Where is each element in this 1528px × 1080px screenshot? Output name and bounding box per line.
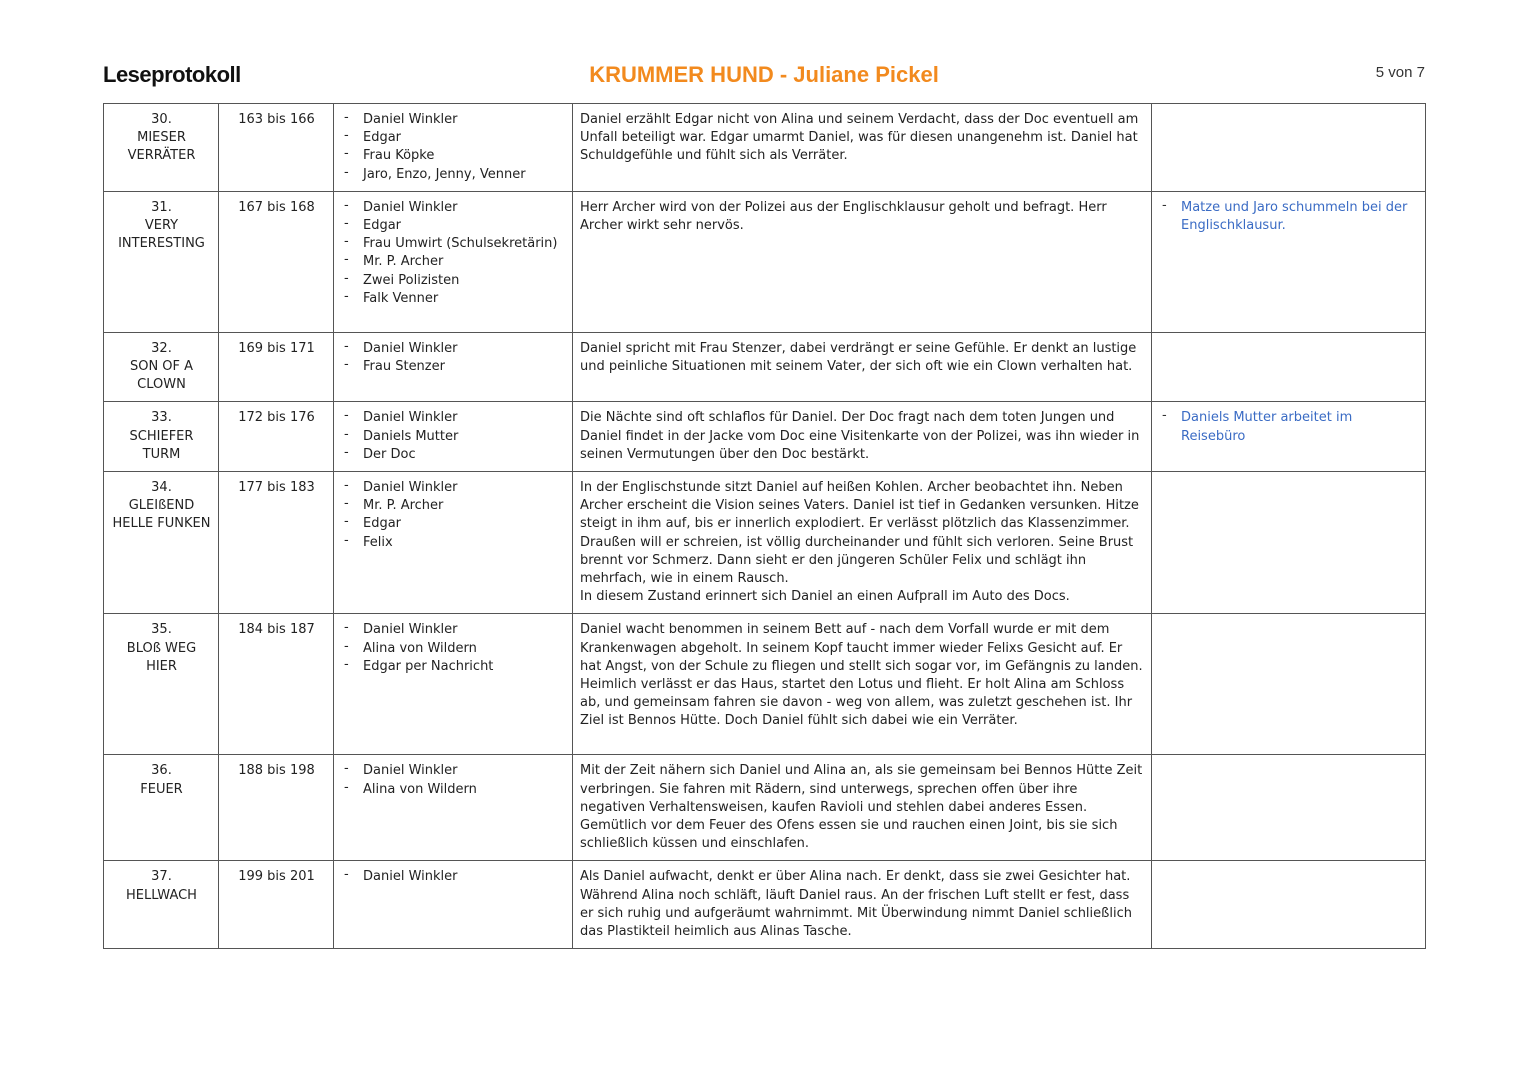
page-range: 167 bis 168	[219, 191, 334, 332]
character-item: - Mr. P. Archer	[341, 253, 566, 271]
characters-list	[341, 621, 566, 676]
characters-cell	[334, 104, 573, 192]
summary-cell	[573, 472, 1152, 614]
page-range: 188 bis 198	[219, 755, 334, 861]
chapter-cell	[104, 755, 219, 861]
character-item: - Daniel Winkler	[341, 409, 566, 427]
summary-text: Daniel spricht mit Frau Stenzer, dabei verdrängt er seine Gefühle. Er denkt an lustige und peinliche Situationen mit seinem Vater, der sich oft wie ein Clown verhalten hat.	[580, 340, 1137, 375]
chapter-cell	[104, 191, 219, 332]
notes-cell	[1152, 861, 1426, 949]
chapter-number: 31.	[151, 199, 172, 215]
summary-text: Daniel erzählt Edgar nicht von Alina und seinem Verdacht, dass der Doc eventuell am Unfall beteiligt war. Edgar umarmt Daniel, was für diesen unangenehm ist. Daniel hat Schuldgefühle und fühlt sich als Verräter.	[580, 112, 1139, 164]
document-title: KRUMMER HUND - Juliane Pickel	[589, 62, 939, 87]
characters-list	[341, 340, 566, 376]
notes-cell	[1152, 472, 1426, 614]
characters-list	[341, 762, 566, 798]
chapter-number: 30.	[151, 112, 172, 127]
character-item: - Daniel Winkler	[341, 621, 566, 639]
summary-cell	[573, 614, 1152, 755]
chapter-cell	[104, 402, 219, 472]
characters-cell	[334, 191, 573, 332]
chapter-number: 37.	[151, 869, 172, 885]
summary-cell	[573, 402, 1152, 472]
table-row	[104, 614, 1426, 755]
character-item: - Jaro, Enzo, Jenny, Venner	[341, 166, 566, 184]
summary-cell	[573, 861, 1152, 949]
character-item: - Daniel Winkler	[341, 199, 566, 217]
character-item: - Edgar per Nachricht	[341, 658, 566, 676]
character-item: - Frau Umwirt (Schulsekretärin)	[341, 235, 566, 253]
chapter-cell	[104, 332, 219, 402]
page-range: 172 bis 176	[219, 402, 334, 472]
table-row	[104, 332, 1426, 402]
summary-cell	[573, 104, 1152, 192]
note-item: - Daniels Mutter arbeitet im Reisebüro	[1159, 409, 1419, 445]
table-row	[104, 472, 1426, 614]
character-item: - Alina von Wildern	[341, 781, 566, 799]
character-item: - Zwei Polizisten	[341, 272, 566, 290]
notes-cell	[1152, 104, 1426, 192]
character-item: - Daniel Winkler	[341, 340, 566, 358]
character-item: - Daniel Winkler	[341, 762, 566, 780]
notes-list	[1159, 199, 1419, 235]
chapter-title: SON OF A CLOWN	[129, 359, 194, 393]
chapter-cell	[104, 861, 219, 949]
table-row	[104, 402, 1426, 472]
notes-cell	[1152, 191, 1426, 332]
summary-cell	[573, 332, 1152, 402]
table-row	[104, 861, 1426, 949]
summary-text: Daniel wacht benommen in seinem Bett auf - nach dem Vorfall wurde er mit dem Krankenwagen abgeholt. In seinem Kopf taucht immer wieder Felixs Gesicht auf. Er hat Angst, von der Schule zu fliegen und stellt sich sogar vor, im Gefängnis zu landen. Heimlich verlässt er das Haus, startet den Lotus und flieht. Er holt Alina am Schloss ab, und gemeinsam fahren sie davon - weg von allem, was zuletzt geschehen ist. Ihr Ziel ist Bennos Hütte. Doch Daniel fühlt sich dabei wie ein Verräter.	[580, 622, 1143, 729]
character-item: - Daniel Winkler	[341, 868, 566, 886]
notes-cell	[1152, 332, 1426, 402]
summary-text: In der Englischstunde sitzt Daniel auf heißen Kohlen. Archer beobachtet ihn. Neben Archer erscheint die Vision seines Vaters. Daniel ist tief in Gedanken versunken. Hitze steigt in ihm auf, bis er innerlich explodiert. Er verlässt plötzlich das Klassenzimmer. Draußen will er schreien, ist völlig durcheinander und fühlt sich verloren. Seine Brust brennt vor Schmerz. Dann sieht er den jüngeren Schüler Felix und schlägt ihn mehrfach, wie in einem Rausch. In diesem Zustand erinnert sich Daniel an einen Aufprall im Auto des Docs.	[580, 480, 1139, 605]
chapter-title: MIESER VERRÄTER	[127, 130, 196, 164]
character-item: - Edgar	[341, 129, 566, 147]
chapter-title: SCHIEFER TURM	[129, 428, 194, 462]
characters-list	[341, 868, 566, 886]
chapter-title: FEUER	[140, 781, 183, 797]
chapter-number: 32.	[151, 340, 172, 356]
characters-cell	[334, 755, 573, 861]
characters-list	[341, 409, 566, 464]
notes-cell	[1152, 614, 1426, 755]
chapter-title: HELLWACH	[126, 887, 197, 903]
note-item: - Matze und Jaro schummeln bei der Englischklausur.	[1159, 199, 1419, 235]
characters-cell	[334, 402, 573, 472]
chapter-cell	[104, 614, 219, 755]
page-number: 5 von 7	[1375, 64, 1425, 81]
summary-text: Mit der Zeit nähern sich Daniel und Alina an, als sie gemeinsam bei Bennos Hütte Zeit verbringen. Sie fahren mit Rädern, sind unterwegs, sprechen offen über ihre negativen Verhaltensweisen, kaufen Ravioli und stehlen dabei anderes Essen. Gemütlich vor dem Feuer des Ofens essen sie und rauchen einen Joint, bis sie sich schließlich küssen und einschlafen.	[580, 763, 1143, 852]
chapter-number: 34.	[151, 480, 172, 496]
page-range: 184 bis 187	[219, 614, 334, 755]
character-item: - Daniels Mutter	[341, 428, 566, 446]
table-row	[104, 104, 1426, 192]
summary-text: Herr Archer wird von der Polizei aus der Englischklausur geholt und befragt. Herr Archer wirkt sehr nervös.	[580, 199, 1107, 234]
summary-text: Als Daniel aufwacht, denkt er über Alina nach. Er denkt, dass sie zwei Gesichter hat. Während Alina noch schläft, läuft Daniel raus. An der frischen Luft stellt er fest, dass er sich ruhig und aufgeräumt wahrnimmt. Mit Überwindung nimmt Daniel schließlich das Plastikteil heimlich aus Alinas Tasche.	[580, 869, 1132, 940]
chapter-title: VERY INTERESTING	[118, 218, 205, 252]
characters-cell	[334, 472, 573, 614]
table-row	[104, 755, 1426, 861]
characters-list	[341, 479, 566, 552]
character-item: - Der Doc	[341, 446, 566, 464]
characters-cell	[334, 861, 573, 949]
notes-cell	[1152, 755, 1426, 861]
table-row	[104, 191, 1426, 332]
page-range: 169 bis 171	[219, 332, 334, 402]
characters-list	[341, 111, 566, 184]
chapter-title: GLEIßEND HELLE FUNKEN	[112, 498, 211, 532]
character-item: - Edgar	[341, 515, 566, 533]
chapter-number: 36.	[151, 763, 172, 779]
reading-log-table	[103, 103, 1426, 949]
chapter-title: BLOß WEG HIER	[126, 640, 197, 674]
chapter-number: 33.	[151, 410, 172, 426]
summary-text: Die Nächte sind oft schlaflos für Daniel. Der Doc fragt nach dem toten Jungen und Daniel findet in der Jacke vom Doc eine Visitenkarte von der Polizei, was ihn wieder in seinen Vermutungen über den Doc bestärkt.	[580, 410, 1140, 462]
character-item: - Felix	[341, 534, 566, 552]
chapter-cell	[104, 472, 219, 614]
character-item: - Frau Köpke	[341, 147, 566, 165]
character-item: - Alina von Wildern	[341, 640, 566, 658]
chapter-number: 35.	[151, 622, 172, 638]
character-item: - Mr. P. Archer	[341, 497, 566, 515]
character-item: - Daniel Winkler	[341, 111, 566, 129]
summary-cell	[573, 191, 1152, 332]
document-label: Leseprotokoll	[103, 62, 241, 87]
page-range: 163 bis 166	[219, 104, 334, 192]
notes-cell	[1152, 402, 1426, 472]
page-range: 177 bis 183	[219, 472, 334, 614]
character-item: - Falk Venner	[341, 290, 566, 308]
characters-cell	[334, 614, 573, 755]
chapter-cell	[104, 104, 219, 192]
characters-list	[341, 199, 566, 308]
character-item: - Edgar	[341, 217, 566, 235]
page-range: 199 bis 201	[219, 861, 334, 949]
page-header	[103, 58, 1425, 94]
summary-cell	[573, 755, 1152, 861]
characters-cell	[334, 332, 573, 402]
character-item: - Frau Stenzer	[341, 358, 566, 376]
character-item: - Daniel Winkler	[341, 479, 566, 497]
notes-list	[1159, 409, 1419, 445]
